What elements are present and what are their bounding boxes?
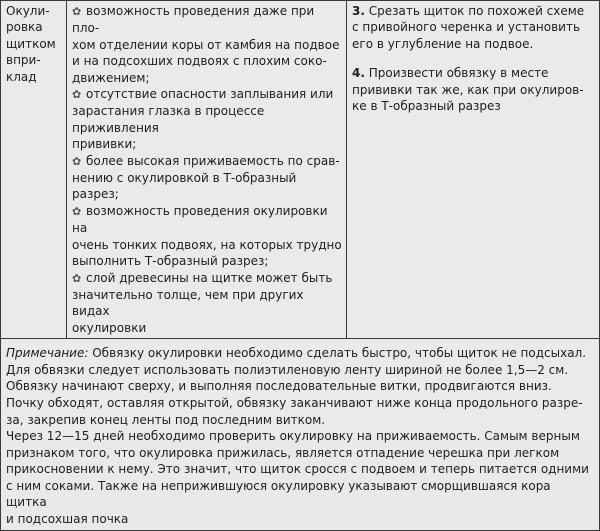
- advantage-item: ✿ более высокая приживаемость по срав- нению с окулировкой в Т-образный разрез;: [72, 153, 340, 202]
- flower-bullet-icon: ✿: [72, 88, 82, 102]
- note-label: Примечание:: [6, 346, 89, 361]
- note-row: [1, 339, 600, 531]
- note-line: прикосновении к нему. Это значит, что щиток сросся с подвоем и теперь питается одними: [6, 462, 589, 477]
- note-line: Для обвязки следует использовать полиэтиленовую ленту шириной не более 1,5—2 см.: [6, 362, 569, 377]
- method-cell: [1, 1, 67, 339]
- advantage-item: ✿ слой древесины на щитке может быть значительно толще, чем при других видах окулировки: [72, 270, 333, 335]
- flower-bullet-icon: ✿: [72, 204, 82, 218]
- method-line: ровка: [6, 20, 43, 35]
- step-item: [352, 3, 595, 52]
- step-number: 4.: [352, 66, 365, 81]
- method-line: щитком: [6, 36, 56, 51]
- advantage-item: ✿ возможность проведения окулировки на очень тонких подвоях, на которых трудно выполнить Т-образный разрез;: [72, 203, 342, 269]
- advantage-item: ✿ отсутствие опасности заплывания или зарастания глазка в процессе приживления прививки;: [72, 87, 334, 152]
- method-line: впри-: [6, 53, 41, 68]
- method-line: Окули-: [6, 4, 50, 18]
- note-line: с ним соками. Также на неприжившуюся окулировку указывают сморщившаяся кора щитка: [6, 478, 551, 510]
- advantage-item: ✿ возможность проведения даже при пло- хом отделении коры от камбия на подвое и на подсохших подвоях с плохим соко- движением;: [72, 4, 340, 85]
- note-line: Обвязку начинают сверху, и выполняя последовательные витки, продвигаются вниз.: [6, 379, 552, 394]
- step-item: [352, 65, 595, 114]
- step-text: Срезать щиток по похожей схеме с привойного черенка и установить его в углубление на подвое.: [352, 4, 585, 51]
- note-line: Почку обходят, оставляя открытой, обвязку заканчивают ниже конца продольного разре-: [6, 395, 583, 410]
- method-line: клад: [6, 69, 37, 84]
- flower-bullet-icon: ✿: [72, 5, 82, 18]
- flower-bullet-icon: ✿: [72, 154, 82, 168]
- note-cell: [1, 339, 600, 531]
- note-line: за, закрепив конец ленты под последним витком.: [6, 412, 326, 427]
- step-number: 3.: [352, 4, 365, 18]
- advantages-cell: [67, 1, 347, 339]
- note-line: Примечание: Обвязку окулировки необходимо сделать быстро, чтобы щиток не подсыхал.: [6, 346, 587, 361]
- note-line: признаком того, что окулировка прижилась, является отпадение черешка при легком: [6, 445, 560, 460]
- note-line: и подсохшая почка: [6, 512, 129, 527]
- steps-cell: [347, 1, 600, 339]
- step-text: Произвести обвязку в месте прививки так же, как при окулиров- ке в Т-образный разрез: [352, 66, 584, 114]
- flower-bullet-icon: ✿: [72, 271, 82, 285]
- note-line: Через 12—15 дней необходимо проверить окулировку на приживаемость. Самым верным: [6, 429, 580, 444]
- table-row: [1, 1, 600, 339]
